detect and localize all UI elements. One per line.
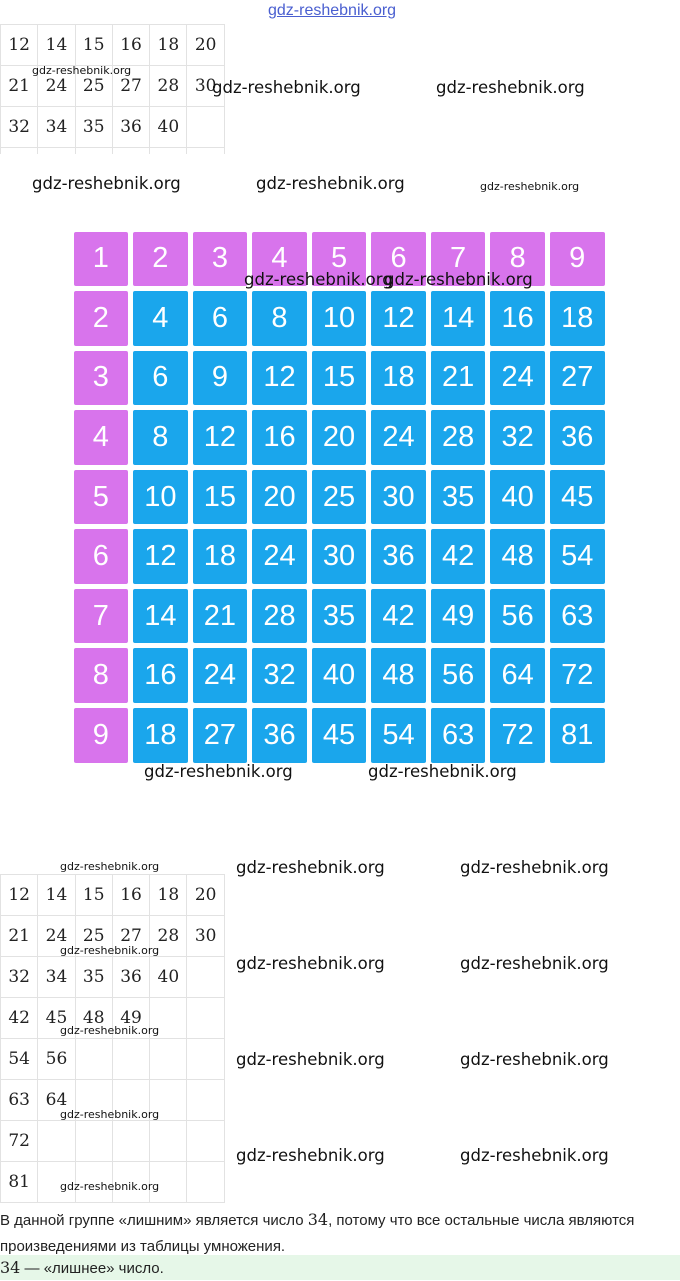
- multiplication-product-cell: 6: [193, 291, 248, 346]
- multiplication-product-cell: 24: [371, 410, 426, 465]
- watermark: gdz-reshebnik.org: [436, 78, 585, 97]
- table-cell: 81: [1, 1162, 38, 1203]
- multiplication-header-cell: 8: [490, 232, 545, 287]
- table-row: [1, 148, 225, 155]
- multiplication-header-cell: 9: [74, 708, 129, 763]
- table-cell: 27: [112, 916, 149, 957]
- multiplication-product-cell: 48: [371, 648, 426, 703]
- table-row: [1, 25, 225, 66]
- table-cell: [75, 1121, 112, 1162]
- multiplication-product-cell: 15: [312, 351, 367, 406]
- multiplication-product-cell: 6: [133, 351, 188, 406]
- multiplication-header-cell: 3: [193, 232, 248, 287]
- multiplication-product-cell: 16: [490, 291, 545, 346]
- multiplication-header-cell: 2: [74, 291, 129, 346]
- multiplication-product-cell: 72: [550, 648, 605, 703]
- table-row: [1, 1121, 225, 1162]
- multiplication-product-cell: 18: [371, 351, 426, 406]
- table-row: [1, 107, 225, 148]
- multiplication-table: [72, 230, 608, 766]
- multiplication-product-cell: 10: [133, 470, 188, 525]
- explanation-paragraph: [0, 1207, 680, 1260]
- table-row: [1, 957, 225, 998]
- multiplication-product-cell: 9: [193, 351, 248, 406]
- multiplication-product-cell: 49: [431, 589, 486, 644]
- table-cell: 25: [75, 916, 112, 957]
- multiplication-product-cell: 14: [431, 291, 486, 346]
- multiplication-product-cell: 30: [371, 470, 426, 525]
- multiplication-product-cell: 27: [193, 708, 248, 763]
- table-cell: 14: [38, 25, 75, 66]
- table-cell: [187, 1080, 224, 1121]
- watermark: gdz-reshebnik.org: [460, 858, 609, 877]
- multiplication-product-cell: 42: [431, 529, 486, 584]
- watermark: gdz-reshebnik.org: [32, 174, 181, 193]
- watermark: gdz-reshebnik.org: [236, 1050, 385, 1069]
- multiplication-product-cell: 12: [252, 351, 307, 406]
- table-cell: 72: [1, 1121, 38, 1162]
- table-cell: 16: [112, 25, 149, 66]
- table-cell: 64: [38, 1080, 75, 1121]
- table-cell: 54: [1, 1039, 38, 1080]
- multiplication-product-cell: 54: [371, 708, 426, 763]
- table-cell: [112, 1039, 149, 1080]
- table-cell: [150, 148, 187, 155]
- table-cell: 28: [150, 916, 187, 957]
- table-cell: 36: [112, 107, 149, 148]
- multiplication-header-cell: 3: [74, 351, 129, 406]
- explanation-number: 34: [307, 1210, 329, 1229]
- table-cell: 63: [1, 1080, 38, 1121]
- table-cell: 40: [150, 107, 187, 148]
- multiplication-product-cell: 42: [371, 589, 426, 644]
- multiplication-header-cell: 7: [431, 232, 486, 287]
- answer-number: 34: [0, 1258, 21, 1277]
- multiplication-product-cell: 35: [312, 589, 367, 644]
- multiplication-header-cell: 6: [371, 232, 426, 287]
- watermark: gdz-reshebnik.org: [212, 78, 361, 97]
- watermark: gdz-reshebnik.org: [368, 762, 517, 781]
- multiplication-product-cell: 25: [312, 470, 367, 525]
- multiplication-product-cell: 63: [550, 589, 605, 644]
- table-cell: 30: [187, 916, 224, 957]
- table-cell: 35: [75, 957, 112, 998]
- table-cell: 34: [38, 957, 75, 998]
- multiplication-product-cell: 45: [550, 470, 605, 525]
- watermark: gdz-reshebnik.org: [60, 1024, 160, 1037]
- multiplication-header-cell: 9: [550, 232, 605, 287]
- watermark: gdz-reshebnik.org: [460, 1050, 609, 1069]
- table-cell: 18: [150, 875, 187, 916]
- watermark: gdz-reshebnik.org: [460, 954, 609, 973]
- table-row: [1, 875, 225, 916]
- multiplication-product-cell: 14: [133, 589, 188, 644]
- multiplication-product-cell: 48: [490, 529, 545, 584]
- multiplication-product-cell: 28: [431, 410, 486, 465]
- watermark: gdz-reshebnik.org: [236, 954, 385, 973]
- table-cell: 14: [38, 875, 75, 916]
- multiplication-header-cell: 1: [74, 232, 129, 287]
- answer-text: — «лишнее» число.: [20, 1260, 164, 1277]
- table-cell: [150, 1039, 187, 1080]
- watermark: gdz-reshebnik.org: [236, 1146, 385, 1165]
- multiplication-product-cell: 40: [490, 470, 545, 525]
- table-cell: 34: [38, 107, 75, 148]
- multiplication-product-cell: 21: [431, 351, 486, 406]
- multiplication-header-cell: 2: [133, 232, 188, 287]
- multiplication-product-cell: 56: [490, 589, 545, 644]
- table-cell: [38, 1121, 75, 1162]
- table-cell: 32: [1, 107, 38, 148]
- multiplication-header-cell: 4: [252, 232, 307, 287]
- table-cell: 24: [38, 916, 75, 957]
- multiplication-product-cell: 56: [431, 648, 486, 703]
- multiplication-product-cell: 27: [550, 351, 605, 406]
- multiplication-product-cell: 24: [193, 648, 248, 703]
- multiplication-product-cell: 12: [193, 410, 248, 465]
- multiplication-product-cell: 45: [312, 708, 367, 763]
- table-cell: [187, 1039, 224, 1080]
- multiplication-product-cell: 35: [431, 470, 486, 525]
- table-cell: 25: [75, 66, 112, 107]
- table-cell: 40: [150, 957, 187, 998]
- multiplication-product-cell: 36: [252, 708, 307, 763]
- multiplication-product-cell: 16: [133, 648, 188, 703]
- table-cell: [75, 148, 112, 155]
- top-number-table: [0, 24, 225, 154]
- bottom-number-table: [0, 874, 225, 1203]
- table-cell: 16: [112, 875, 149, 916]
- table-cell: [187, 957, 224, 998]
- table-cell: [38, 148, 75, 155]
- site-header-link[interactable]: gdz-reshebnik.org: [268, 2, 397, 19]
- multiplication-product-cell: 81: [550, 708, 605, 763]
- multiplication-product-cell: 12: [371, 291, 426, 346]
- table-cell: 42: [1, 998, 38, 1039]
- table-cell: [187, 1121, 224, 1162]
- table-row: [1, 1039, 225, 1080]
- table-cell: [150, 1121, 187, 1162]
- watermark: gdz-reshebnik.org: [60, 1108, 160, 1121]
- multiplication-product-cell: 63: [431, 708, 486, 763]
- multiplication-product-cell: 10: [312, 291, 367, 346]
- multiplication-product-cell: 18: [550, 291, 605, 346]
- watermark: gdz-reshebnik.org: [144, 762, 293, 781]
- table-cell: 45: [38, 998, 75, 1039]
- multiplication-product-cell: 24: [252, 529, 307, 584]
- table-cell: [187, 148, 224, 155]
- table-cell: 12: [1, 25, 38, 66]
- watermark: gdz-reshebnik.org: [244, 270, 393, 289]
- multiplication-header-cell: 7: [74, 589, 129, 644]
- multiplication-product-cell: 15: [193, 470, 248, 525]
- table-cell: 36: [112, 957, 149, 998]
- multiplication-product-cell: 64: [490, 648, 545, 703]
- table-cell: 12: [1, 875, 38, 916]
- answer-box: [0, 1255, 680, 1280]
- multiplication-product-cell: 21: [193, 589, 248, 644]
- table-cell: 15: [75, 25, 112, 66]
- multiplication-product-cell: 20: [312, 410, 367, 465]
- watermark: gdz-reshebnik.org: [60, 860, 160, 873]
- multiplication-product-cell: 4: [133, 291, 188, 346]
- multiplication-product-cell: 54: [550, 529, 605, 584]
- table-cell: 21: [1, 66, 38, 107]
- watermark: gdz-reshebnik.org: [480, 180, 580, 193]
- explanation-text-start: В данной группе «лишним» является число: [0, 1212, 308, 1229]
- table-cell: 49: [112, 998, 149, 1039]
- multiplication-product-cell: 72: [490, 708, 545, 763]
- multiplication-product-cell: 28: [252, 589, 307, 644]
- table-cell: 27: [112, 66, 149, 107]
- watermark: gdz-reshebnik.org: [460, 1146, 609, 1165]
- watermark: gdz-reshebnik.org: [60, 1180, 160, 1193]
- table-cell: [187, 107, 224, 148]
- multiplication-product-cell: 32: [490, 410, 545, 465]
- multiplication-header-cell: 8: [74, 648, 129, 703]
- multiplication-product-cell: 8: [133, 410, 188, 465]
- table-cell: 15: [75, 875, 112, 916]
- multiplication-header-cell: 6: [74, 529, 129, 584]
- table-cell: [187, 1162, 224, 1203]
- multiplication-header-cell: 5: [312, 232, 367, 287]
- table-cell: 20: [187, 25, 224, 66]
- multiplication-product-cell: 18: [133, 708, 188, 763]
- table-cell: 48: [75, 998, 112, 1039]
- multiplication-product-cell: 8: [252, 291, 307, 346]
- table-cell: [187, 998, 224, 1039]
- multiplication-product-cell: 12: [133, 529, 188, 584]
- table-cell: 30: [187, 66, 224, 107]
- multiplication-product-cell: 18: [193, 529, 248, 584]
- watermark: gdz-reshebnik.org: [60, 944, 160, 957]
- table-cell: 21: [1, 916, 38, 957]
- multiplication-product-cell: 32: [252, 648, 307, 703]
- table-cell: [112, 1121, 149, 1162]
- multiplication-header-cell: 5: [74, 470, 129, 525]
- multiplication-product-cell: 16: [252, 410, 307, 465]
- table-cell: [112, 148, 149, 155]
- table-cell: 28: [150, 66, 187, 107]
- multiplication-product-cell: 20: [252, 470, 307, 525]
- table-cell: [75, 1039, 112, 1080]
- table-cell: [1, 148, 38, 155]
- table-cell: 20: [187, 875, 224, 916]
- table-cell: 18: [150, 25, 187, 66]
- table-cell: 56: [38, 1039, 75, 1080]
- explanation-text-end: , потому что все остальные числа являются произведениями из таблицы умножения.: [0, 1212, 635, 1255]
- watermark: gdz-reshebnik.org: [32, 64, 132, 77]
- multiplication-product-cell: 30: [312, 529, 367, 584]
- table-cell: 24: [38, 66, 75, 107]
- multiplication-product-cell: 24: [490, 351, 545, 406]
- multiplication-product-cell: 36: [371, 529, 426, 584]
- multiplication-header-cell: 4: [74, 410, 129, 465]
- multiplication-product-cell: 40: [312, 648, 367, 703]
- watermark: gdz-reshebnik.org: [256, 174, 405, 193]
- multiplication-product-cell: 36: [550, 410, 605, 465]
- watermark: gdz-reshebnik.org: [384, 270, 533, 289]
- table-cell: 32: [1, 957, 38, 998]
- watermark: gdz-reshebnik.org: [236, 858, 385, 877]
- table-cell: 35: [75, 107, 112, 148]
